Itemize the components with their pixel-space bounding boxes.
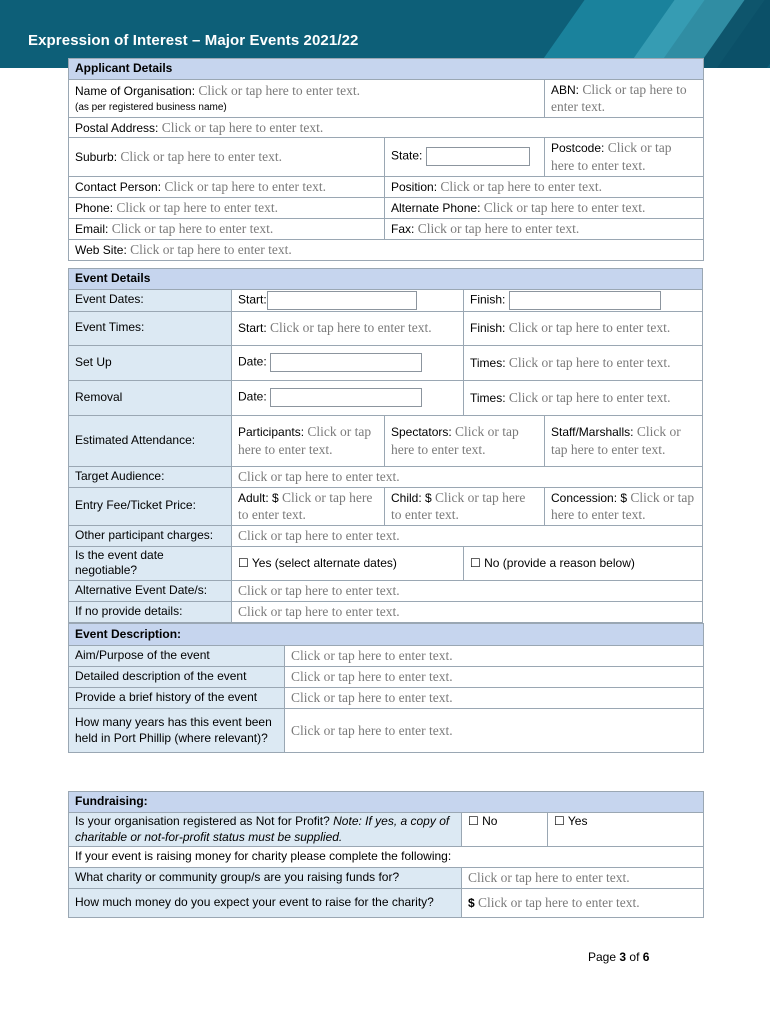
phone-input[interactable]: Click or tap here to enter text.	[116, 199, 278, 215]
field-label: Spectators:	[391, 425, 452, 439]
adult-fee-input[interactable]: Click or tap here to enter text.	[238, 489, 373, 523]
detailed-description-input[interactable]: Click or tap here to enter text.	[291, 669, 453, 685]
page-current: 3	[619, 950, 627, 964]
checkbox-icon[interactable]: ☐	[554, 814, 565, 828]
years-held-field[interactable]	[285, 709, 704, 753]
alt-dates-field[interactable]	[232, 580, 703, 601]
field-label: Web Site:	[75, 242, 127, 257]
abn-input[interactable]: Click or tap here to enter text.	[551, 81, 687, 115]
field-label: Date:	[238, 389, 267, 404]
field-label: Postal Address:	[75, 120, 159, 135]
suburb-field[interactable]	[69, 138, 385, 176]
alt-dates-label: Alternative Event Date/s:	[69, 580, 232, 601]
finish-date-input[interactable]	[509, 291, 661, 310]
nfp-no-option[interactable]	[462, 813, 548, 847]
setup-date-field[interactable]	[232, 345, 464, 380]
state-field[interactable]	[385, 138, 545, 176]
participants-input[interactable]: Click or tap here to enter text.	[238, 424, 372, 457]
abn-field[interactable]	[545, 79, 704, 117]
concession-fee-field[interactable]	[545, 487, 703, 525]
field-label: Name of Organisation:	[75, 83, 196, 98]
field-label: Finish:	[470, 321, 506, 336]
spectators-input[interactable]: Click or tap here to enter text.	[391, 424, 519, 457]
field-label: Staff/Marshalls:	[551, 425, 634, 439]
question-note: Note: If yes, a copy of charitable or not-for-profit status must be supplied.	[75, 814, 450, 844]
no-details-input[interactable]: Click or tap here to enter text.	[238, 604, 400, 620]
aim-input[interactable]: Click or tap here to enter text.	[291, 648, 453, 664]
event-start-time-field[interactable]	[232, 311, 464, 345]
checkbox-icon[interactable]: ☐	[238, 555, 249, 570]
field-label: ABN:	[551, 82, 580, 97]
alt-phone-input[interactable]: Click or tap here to enter text.	[483, 199, 646, 215]
setup-times-input[interactable]: Click or tap here to enter text.	[508, 354, 671, 370]
alt-dates-input[interactable]: Click or tap here to enter text.	[238, 583, 400, 599]
checkbox-icon[interactable]: ☐	[468, 814, 479, 828]
field-label: Times:	[470, 390, 506, 405]
field-label: Alternate Phone:	[391, 200, 481, 215]
field-label: Start:	[238, 321, 267, 336]
removal-times-field[interactable]	[464, 380, 703, 415]
phone-field[interactable]	[69, 197, 385, 218]
postal-address-field[interactable]	[69, 117, 704, 138]
field-label: Finish:	[470, 292, 506, 307]
org-name-field[interactable]	[69, 79, 545, 117]
email-input[interactable]: Click or tap here to enter text.	[111, 220, 274, 236]
email-field[interactable]	[69, 218, 385, 239]
postcode-input[interactable]: Click or tap here to enter text.	[551, 140, 672, 173]
field-label: Phone:	[75, 200, 114, 215]
attendance-label: Estimated Attendance:	[69, 415, 232, 466]
field-label: Email:	[75, 221, 109, 236]
page-prefix: Page	[588, 950, 617, 964]
position-field[interactable]	[385, 176, 704, 197]
fax-input[interactable]: Click or tap here to enter text.	[417, 220, 580, 236]
section-heading: Fundraising:	[69, 792, 704, 813]
negotiable-no-option[interactable]	[464, 546, 703, 580]
detailed-description-label: Detailed description of the event	[69, 667, 285, 688]
event-finish-date-field[interactable]	[464, 289, 703, 311]
applicant-details-table	[68, 58, 704, 261]
field-label: Position:	[391, 179, 438, 194]
years-held-label: How many years has this event been held in Port Phillip (where relevant)?	[69, 709, 285, 753]
checkbox-icon[interactable]: ☐	[470, 555, 481, 570]
field-label: Contact Person:	[75, 179, 162, 194]
history-input[interactable]: Click or tap here to enter text.	[291, 690, 453, 706]
charity-question: What charity or community group/s are you raising funds for?	[69, 868, 462, 889]
section-heading: Event Details	[69, 269, 703, 290]
child-fee-input[interactable]: Click or tap here to enter text.	[391, 489, 526, 523]
alt-phone-field[interactable]	[385, 197, 704, 218]
setup-date-input[interactable]	[270, 353, 422, 372]
event-times-label: Event Times:	[69, 311, 232, 345]
removal-date-field[interactable]	[232, 380, 464, 415]
event-description-table	[68, 623, 704, 753]
option-label: Yes (select alternate dates)	[251, 555, 397, 570]
entry-fee-label: Entry Fee/Ticket Price:	[69, 487, 232, 525]
org-name-input[interactable]: Click or tap here to enter text.	[198, 82, 360, 98]
removal-label: Removal	[69, 380, 232, 415]
concession-fee-input[interactable]: Click or tap here to enter text.	[551, 489, 695, 523]
field-label: Fax:	[391, 221, 415, 236]
charity-intro: If your event is raising money for charity please complete the following:	[69, 847, 704, 868]
field-label: Concession: $	[551, 490, 628, 505]
section-heading: Event Description:	[69, 624, 704, 646]
contact-person-field[interactable]	[69, 176, 385, 197]
no-details-label: If no provide details:	[69, 601, 232, 622]
state-input[interactable]	[426, 147, 530, 166]
setup-times-field[interactable]	[464, 345, 703, 380]
page-number	[588, 950, 649, 964]
participants-field[interactable]	[232, 415, 385, 466]
field-label: Child: $	[391, 490, 432, 505]
finish-time-input[interactable]: Click or tap here to enter text.	[508, 320, 671, 336]
charity-input[interactable]: Click or tap here to enter text.	[468, 870, 630, 886]
fax-field[interactable]	[385, 218, 704, 239]
option-label: Yes	[567, 814, 588, 828]
field-label: Start:	[238, 292, 267, 307]
removal-date-input[interactable]	[270, 388, 422, 407]
website-field[interactable]	[69, 239, 704, 260]
nfp-question	[69, 813, 462, 847]
field-label: Participants:	[238, 425, 305, 439]
start-date-input[interactable]	[267, 291, 417, 310]
staff-field[interactable]	[545, 415, 703, 466]
question-text: Is your organisation registered as Not for Profit?	[75, 814, 330, 828]
adult-fee-field[interactable]	[232, 487, 385, 525]
other-charges-field[interactable]	[232, 525, 703, 546]
contact-person-input[interactable]: Click or tap here to enter text.	[164, 178, 326, 194]
option-label: No	[482, 814, 498, 828]
page-title: Expression of Interest – Major Events 2021/22	[28, 32, 359, 49]
aim-label: Aim/Purpose of the event	[69, 646, 285, 667]
other-charges-input[interactable]: Click or tap here to enter text.	[238, 527, 400, 543]
fundraising-table	[68, 791, 704, 918]
field-label: Postcode:	[551, 141, 605, 156]
field-label: State:	[391, 149, 423, 164]
start-time-input[interactable]: Click or tap here to enter text.	[270, 320, 432, 336]
staff-input[interactable]: Click or tap here to enter text.	[551, 424, 681, 457]
setup-label: Set Up	[69, 345, 232, 380]
postcode-field[interactable]	[545, 138, 704, 176]
history-label: Provide a brief history of the event	[69, 688, 285, 709]
field-label: Times:	[470, 355, 506, 370]
event-start-date-field[interactable]	[232, 289, 464, 311]
spectators-field[interactable]	[385, 415, 545, 466]
aim-field[interactable]	[285, 646, 704, 667]
negotiable-yes-option[interactable]	[232, 546, 464, 580]
page-of: of	[629, 950, 640, 964]
removal-times-input[interactable]: Click or tap here to enter text.	[508, 389, 671, 405]
currency-symbol: $	[468, 896, 475, 911]
negotiable-label: Is the event date negotiable?	[69, 546, 232, 580]
postal-address-input[interactable]: Click or tap here to enter text.	[161, 119, 324, 135]
field-label: Suburb:	[75, 150, 118, 165]
field-note: (as per registered business name)	[75, 102, 227, 114]
section-heading: Applicant Details	[69, 59, 704, 80]
detailed-description-field[interactable]	[285, 667, 704, 688]
suburb-input[interactable]: Click or tap here to enter text.	[120, 149, 282, 165]
event-finish-time-field[interactable]	[464, 311, 703, 345]
years-held-input[interactable]: Click or tap here to enter text.	[291, 722, 453, 738]
other-charges-label: Other participant charges:	[69, 525, 232, 546]
field-label: Date:	[238, 354, 267, 369]
child-fee-field[interactable]	[385, 487, 545, 525]
event-details-table	[68, 268, 703, 623]
option-label: No (provide a reason below)	[484, 555, 635, 570]
nfp-yes-option[interactable]	[548, 813, 704, 847]
amount-input[interactable]: Click or tap here to enter text.	[478, 895, 640, 911]
target-audience-label: Target Audience:	[69, 466, 232, 487]
target-audience-input[interactable]: Click or tap here to enter text.	[238, 468, 400, 484]
history-field[interactable]	[285, 688, 704, 709]
field-label: Adult: $	[238, 490, 279, 505]
website-input[interactable]: Click or tap here to enter text.	[130, 241, 292, 257]
position-input[interactable]: Click or tap here to enter text.	[440, 178, 602, 194]
no-details-field[interactable]	[232, 601, 703, 622]
amount-question: How much money do you expect your event to raise for the charity?	[69, 889, 462, 918]
charity-field[interactable]	[462, 868, 704, 889]
event-dates-label: Event Dates:	[69, 289, 232, 311]
page-total: 6	[642, 950, 650, 964]
target-audience-field[interactable]	[232, 466, 703, 487]
amount-field[interactable]	[462, 889, 704, 918]
